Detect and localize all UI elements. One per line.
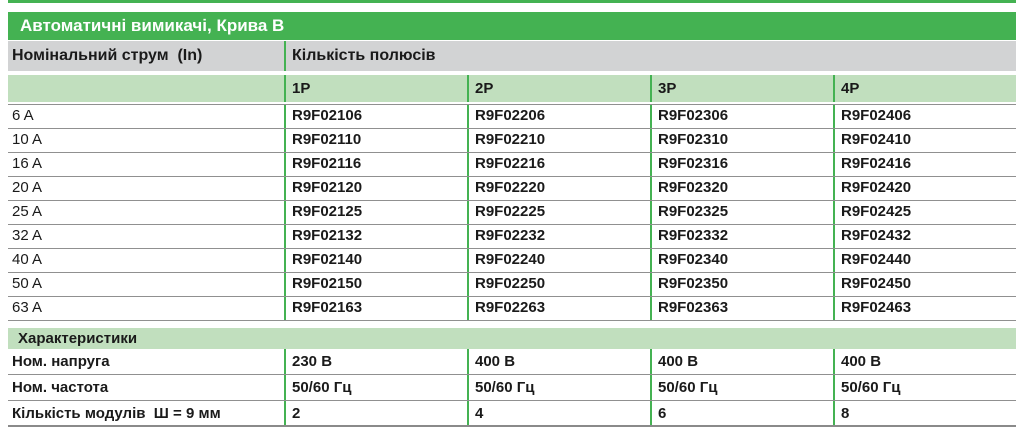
part-number-cell: R9F02150 — [284, 273, 467, 296]
part-number-cell: R9F02206 — [467, 105, 650, 128]
characteristic-value: 400 В — [650, 349, 833, 374]
pole-header-2p: 2P — [467, 75, 650, 102]
table-title: Автоматичні вимикачі, Крива B — [8, 12, 1016, 40]
current-cell: 20 A — [12, 179, 43, 196]
pole-header-spacer — [8, 75, 284, 102]
pole-header-1p: 1P — [284, 75, 467, 102]
part-number-cell: R9F02310 — [650, 129, 833, 152]
current-cell: 6 A — [12, 107, 34, 124]
table-row — [8, 129, 1016, 153]
part-number-cell: R9F02225 — [467, 201, 650, 224]
part-number-cell: R9F02140 — [284, 249, 467, 272]
current-cell: 10 A — [12, 131, 43, 148]
part-number-cell: R9F02125 — [284, 201, 467, 224]
part-number-cell: R9F02316 — [650, 153, 833, 176]
header-pole-count: Кількість полюсів — [284, 41, 1016, 71]
part-number-cell: R9F02432 — [833, 225, 1016, 248]
characteristic-label: Кількість модулів Ш = 9 мм — [12, 405, 221, 422]
characteristic-value: 8 — [833, 401, 1016, 425]
current-cell: 25 A — [12, 203, 43, 220]
characteristic-value: 230 В — [284, 349, 467, 374]
part-number-cell: R9F02463 — [833, 297, 1016, 320]
part-number-cell: R9F02440 — [833, 249, 1016, 272]
table-row — [8, 153, 1016, 177]
characteristic-value: 50/60 Гц — [650, 375, 833, 400]
characteristics-section-title: Характеристики — [8, 328, 1016, 349]
part-number-cell: R9F02416 — [833, 153, 1016, 176]
characteristic-row — [8, 401, 1016, 427]
part-number-cell: R9F02320 — [650, 177, 833, 200]
characteristic-label: Ном. частота — [12, 379, 109, 396]
part-number-cell: R9F02216 — [467, 153, 650, 176]
characteristic-value: 50/60 Гц — [467, 375, 650, 400]
pole-header-row — [8, 75, 1016, 102]
part-number-cell: R9F02110 — [284, 129, 467, 152]
part-number-cell: R9F02325 — [650, 201, 833, 224]
current-cell: 16 A — [12, 155, 43, 172]
pole-header-3p: 3P — [650, 75, 833, 102]
part-number-cell: R9F02132 — [284, 225, 467, 248]
characteristic-value: 2 — [284, 401, 467, 425]
part-number-rows — [8, 104, 1016, 321]
part-number-cell: R9F02263 — [467, 297, 650, 320]
table-row — [8, 225, 1016, 249]
part-number-cell: R9F02232 — [467, 225, 650, 248]
part-number-cell: R9F02106 — [284, 105, 467, 128]
table-row — [8, 249, 1016, 273]
pole-header-4p: 4P — [833, 75, 1016, 102]
table-row — [8, 105, 1016, 129]
current-cell: 32 A — [12, 227, 43, 244]
characteristics-rows — [8, 349, 1016, 427]
part-number-cell: R9F02220 — [467, 177, 650, 200]
part-number-cell: R9F02250 — [467, 273, 650, 296]
part-number-cell: R9F02332 — [650, 225, 833, 248]
part-number-cell: R9F02163 — [284, 297, 467, 320]
characteristic-value: 50/60 Гц — [833, 375, 1016, 400]
part-number-cell: R9F02425 — [833, 201, 1016, 224]
part-number-cell: R9F02306 — [650, 105, 833, 128]
part-number-cell: R9F02410 — [833, 129, 1016, 152]
part-number-cell: R9F02120 — [284, 177, 467, 200]
part-number-cell: R9F02340 — [650, 249, 833, 272]
part-number-cell: R9F02363 — [650, 297, 833, 320]
current-cell: 50 A — [12, 275, 43, 292]
part-number-cell: R9F02240 — [467, 249, 650, 272]
current-cell: 40 A — [12, 251, 43, 268]
catalog-table — [8, 0, 1016, 427]
part-number-cell: R9F02420 — [833, 177, 1016, 200]
table-row — [8, 273, 1016, 297]
characteristic-row — [8, 349, 1016, 375]
characteristic-value: 6 — [650, 401, 833, 425]
part-number-cell: R9F02210 — [467, 129, 650, 152]
characteristic-value: 400 В — [833, 349, 1016, 374]
table-row — [8, 297, 1016, 321]
part-number-cell: R9F02116 — [284, 153, 467, 176]
table-row — [8, 177, 1016, 201]
header-nominal-current: Номінальний струм (In) — [8, 41, 284, 71]
header-row — [8, 41, 1016, 71]
current-cell: 63 A — [12, 299, 43, 316]
characteristic-row — [8, 375, 1016, 401]
characteristic-value: 50/60 Гц — [284, 375, 467, 400]
part-number-cell: R9F02350 — [650, 273, 833, 296]
top-accent-strip — [8, 0, 1016, 3]
part-number-cell: R9F02406 — [833, 105, 1016, 128]
characteristic-value: 400 В — [467, 349, 650, 374]
characteristic-value: 4 — [467, 401, 650, 425]
characteristic-label: Ном. напруга — [12, 353, 110, 370]
table-row — [8, 201, 1016, 225]
part-number-cell: R9F02450 — [833, 273, 1016, 296]
